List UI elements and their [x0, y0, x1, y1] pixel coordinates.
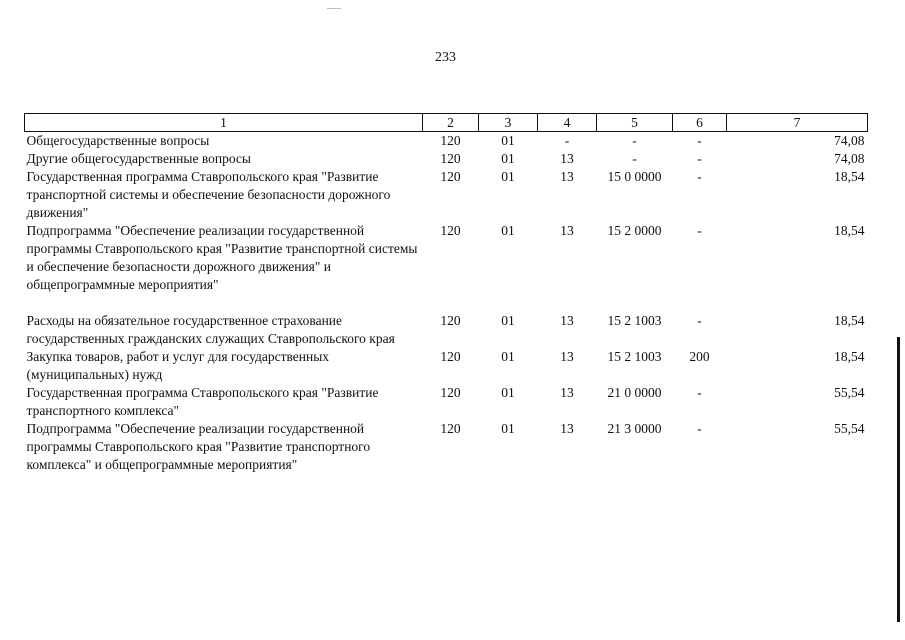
- scan-speck: [327, 8, 341, 9]
- table-row: [25, 420, 868, 474]
- row-col-5: 15 0 0000: [607, 169, 662, 184]
- budget-table: [24, 113, 868, 474]
- row-name: Государственная программа Ставропольского края "Развитие транспортного комплекса": [26, 385, 379, 418]
- row-col-3: 01: [501, 349, 515, 364]
- row-col-5: 15 2 1003: [607, 313, 662, 328]
- scan-edge-mark: [897, 337, 900, 622]
- blank-row: [25, 294, 868, 312]
- table-row: [25, 150, 868, 168]
- row-col-2: 120: [440, 151, 461, 166]
- row-col-5: 15 2 0000: [607, 223, 662, 238]
- row-col-6: -: [697, 385, 702, 400]
- row-col-3: 01: [501, 421, 515, 436]
- row-col-3: 01: [501, 169, 515, 184]
- row-col-2: 120: [440, 133, 461, 148]
- row-name: Другие общегосударственные вопросы: [26, 151, 251, 166]
- row-amount: 55,54: [834, 385, 865, 400]
- row-col-6: -: [697, 169, 702, 184]
- table-row: [25, 348, 868, 384]
- row-col-6: -: [697, 151, 702, 166]
- row-name: Подпрограмма "Обеспечение реализации государственной программы Ставропольского края "Развитие транспортной системы и обеспечение безопасности дорожного движения" и общепрограммные мероприятия": [26, 223, 418, 292]
- row-col-3: 01: [501, 385, 515, 400]
- table-row: [25, 312, 868, 348]
- row-col-5: 15 2 1003: [607, 349, 662, 364]
- row-name: Подпрограмма "Обеспечение реализации государственной программы Ставропольского края "Развитие транспортного комплекса" и общепрограммные мероприятия": [26, 421, 371, 472]
- row-col-4: -: [564, 133, 570, 148]
- row-col-5: -: [632, 151, 637, 166]
- row-col-2: 120: [440, 313, 461, 328]
- table-row: [25, 222, 868, 294]
- table-row: [25, 168, 868, 222]
- row-col-5: 21 0 0000: [607, 385, 662, 400]
- row-amount: 55,54: [834, 421, 865, 436]
- header-col-7: 7: [727, 114, 868, 132]
- row-col-4: 13: [560, 349, 574, 364]
- header-row: [25, 114, 868, 132]
- row-col-5: 21 3 0000: [607, 421, 662, 436]
- row-amount: 74,08: [834, 151, 865, 166]
- row-col-3: 01: [501, 133, 515, 148]
- row-name: Государственная программа Ставропольского края "Развитие транспортной системы и обеспечение безопасности дорожного движения": [26, 169, 391, 220]
- blank-cell: [25, 294, 868, 312]
- row-name: Расходы на обязательное государственное страхование государственных гражданских служащих Ставропольского края: [26, 313, 395, 346]
- row-amount: 18,54: [834, 313, 865, 328]
- row-col-3: 01: [501, 223, 515, 238]
- row-col-4: 13: [560, 313, 574, 328]
- table-row: [25, 132, 868, 151]
- row-col-6: -: [697, 133, 702, 148]
- row-col-6: -: [697, 421, 702, 436]
- header-col-2: 2: [423, 114, 479, 132]
- row-col-4: 13: [560, 151, 574, 166]
- row-name: Закупка товаров, работ и услуг для государственных (муниципальных) нужд: [26, 349, 330, 382]
- row-col-6: -: [697, 313, 702, 328]
- row-col-2: 120: [440, 223, 461, 238]
- row-amount: 74,08: [834, 133, 865, 148]
- row-col-4: 13: [560, 223, 574, 238]
- row-col-3: 01: [501, 151, 515, 166]
- row-col-2: 120: [440, 169, 461, 184]
- row-col-2: 120: [440, 421, 461, 436]
- row-name: Общегосударственные вопросы: [26, 133, 210, 148]
- row-col-2: 120: [440, 349, 461, 364]
- row-col-6: -: [697, 223, 702, 238]
- header-col-5: 5: [597, 114, 673, 132]
- row-col-2: 120: [440, 385, 461, 400]
- row-amount: 18,54: [834, 223, 865, 238]
- row-amount: 18,54: [834, 169, 865, 184]
- header-col-6: 6: [673, 114, 727, 132]
- page-number: 233: [435, 50, 456, 65]
- row-col-5: -: [632, 133, 637, 148]
- row-amount: 18,54: [834, 349, 865, 364]
- row-col-3: 01: [501, 313, 515, 328]
- header-col-4: 4: [538, 114, 597, 132]
- row-col-6: 200: [689, 349, 710, 364]
- header-col-3: 3: [479, 114, 538, 132]
- table-row: [25, 384, 868, 420]
- row-col-4: 13: [560, 421, 574, 436]
- header-col-1: 1: [25, 114, 423, 132]
- row-col-4: 13: [560, 385, 574, 400]
- row-col-4: 13: [560, 169, 574, 184]
